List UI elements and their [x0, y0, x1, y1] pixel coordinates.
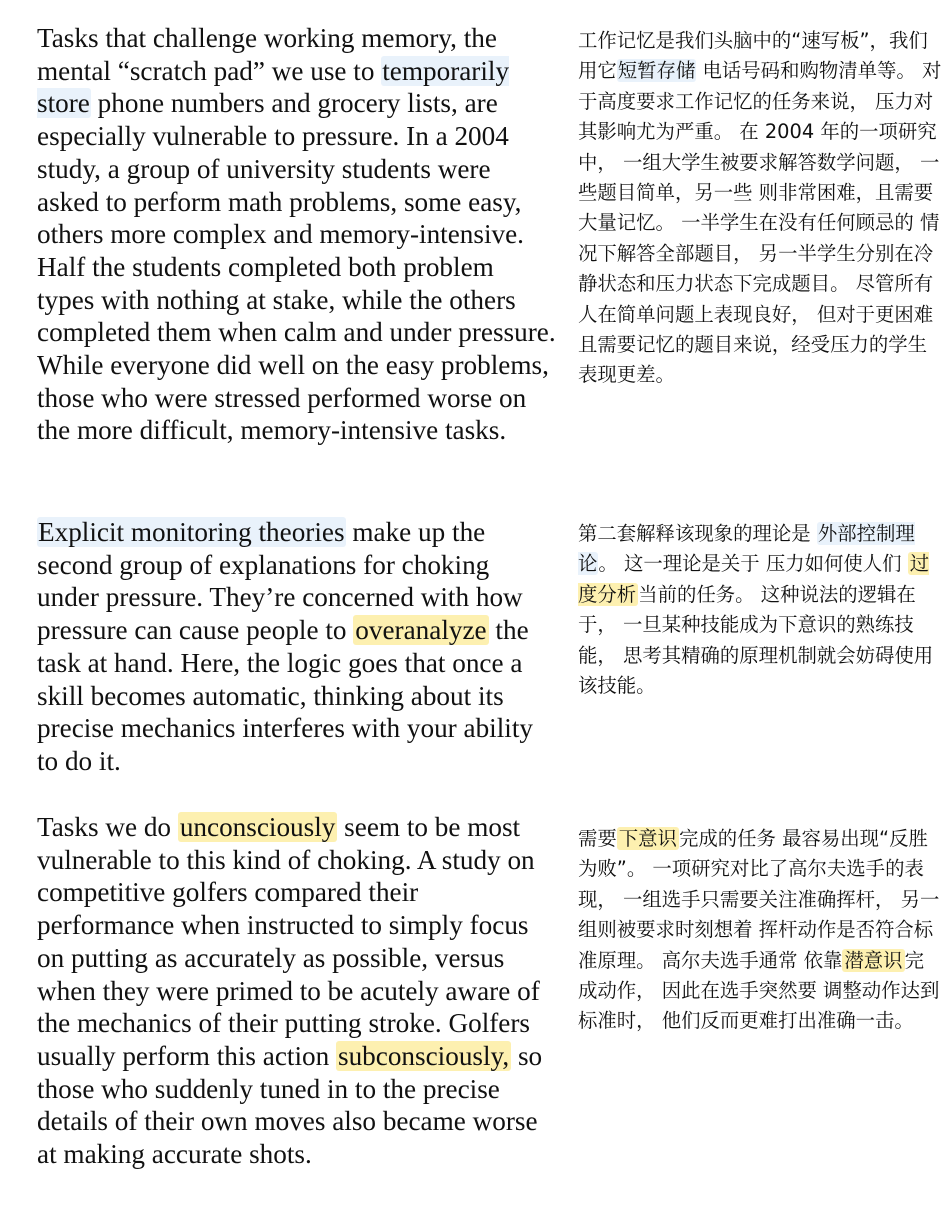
zh-3-after: 完成动作， 因此在选手突然要 调整动作达到标准时， 他们反而更难打出准确一击。 [578, 948, 940, 1033]
en-3-highlight-subconsciously: subconsciously, [338, 1040, 510, 1071]
english-paragraph-3 [37, 811, 557, 1171]
chinese-paragraph-3 [578, 824, 942, 1037]
english-paragraph-1 [37, 22, 557, 447]
english-paragraph-2 [37, 516, 557, 778]
zh-1-highlight: 短暂存储 [617, 59, 696, 83]
zh-1-after: 电话号码和购物清单等。 对于高度要求工作记忆的任务来说， 压力对其影响尤为严重。 在 2004 年的一项研究中， 一组大学生被要求解答数学问题， 一些题目简单，另一些 则非常困难，且需要大量记忆。 一半学生在没有任何顾忌的 情况下解答全部题目， 另一半学生分别在冷静状态和压力状态下完成题目。 尽管所有人在简单问题上表现良好， 但对于更困难 且需要记忆的题目来说，经受压力的学生表现更差。 [578, 59, 942, 387]
zh-2-after: 当前的任务。 这种说法的逻辑在于， 一旦某种技能成为下意识的熟练技能， 思考其精确的原理机制就会妨碍使用该技能。 [578, 582, 934, 698]
zh-2-highlight-2: 过度分析 [578, 552, 930, 606]
en-1-after: phone numbers and grocery lists, are especially vulnerable to pressure. In a 2004 study, a group of university students were asked to perform math problems, some easy, others more complex and memory-intensive. Half the students completed both problem types with nothing at stake, while the others completed them when calm and under pressure. While everyone did well on the easy problems, those who were stressed performed worse on the more difficult, memory-intensive tasks. [37, 88, 556, 446]
zh-3-before: 需要 [578, 827, 617, 850]
chinese-paragraph-2 [578, 519, 942, 701]
zh-1-before: 工作记忆是我们头脑中的“速写板”，我们用它 [578, 29, 928, 83]
en-2-highlight-explicit-monitoring: Explicit monitoring theories [38, 517, 345, 547]
chinese-paragraph-1 [578, 26, 942, 391]
zh-2-mid: 。 这一理论是关于 压力如何使人们 [598, 552, 908, 576]
en-1-highlight-temporarily-store: temporarily store [37, 55, 510, 119]
en-2-mid: make up the second group of explanations for choking under pressure. They’re concerned with how pressure can cause people to [37, 517, 523, 646]
en-3-highlight-unconsciously: unconsciously [179, 812, 336, 842]
zh-2-before: 第二套解释该现象的理论是 [578, 522, 817, 545]
en-1-before: Tasks that challenge working memory, the mental “scratch pad” we use to [37, 23, 497, 86]
zh-3-highlight: 下意识 [618, 827, 677, 850]
en-3-after: so those who suddenly tuned in to the precise details of their own moves also became worse at making accurate shots. [37, 1040, 543, 1170]
zh-2-highlight: 外部控制理论 [578, 522, 915, 576]
en-3-before: Tasks we do [37, 812, 178, 842]
en-3-mid: seem to be most vulnerable to this kind of choking. A study on competitive golfers compared their performance when instructed to simply focus on putting as accurately as possible, versus when they were primed to be acutely aware of the mechanics of their putting stroke. Golfers usually perform this action [37, 812, 540, 1071]
en-2-highlight-overanalyze: overanalyze [355, 615, 487, 646]
en-2-after: the task at hand. Here, the logic goes that once a skill becomes automatic, thinking about its precise mechanics interferes with your ability to do it. [37, 615, 533, 776]
zh-3-highlight-2: 潜意识 [844, 948, 903, 972]
zh-3-mid: 完成的任务 最容易出现“反胜为败”。 一项研究对比了高尔夫选手的表现， 一组选手只需要关注准确挥杆， 另一组则被要求时刻想着 挥杆动作是否符合标准原理。 高尔夫选手通常 依靠 [578, 827, 940, 972]
